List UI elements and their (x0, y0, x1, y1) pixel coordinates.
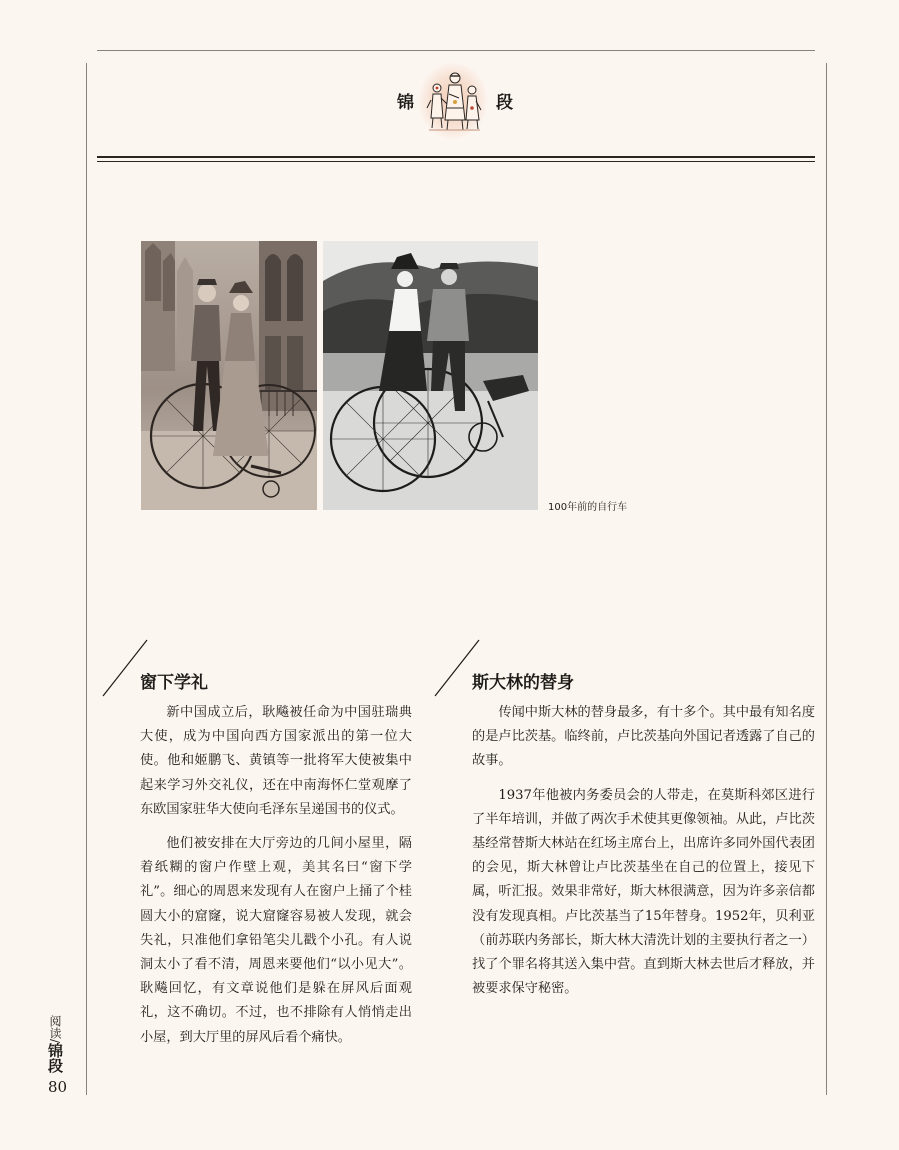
paragraph: 1937年他被内务委员会的人带走，在莫斯科郊区进行了半年培训，并做了两次手术使其更像领袖。从此，卢比茨基经常替斯大林站在红场主席台上，出席许多同外国代表团的会见，斯大林曾让卢比茨基坐在自己的位置上，接见下属，听汇报。效果非常好，斯大林很满意，因为许多亲信都没有发现真相。卢比茨基当了15年替身。1952年，贝利亚（前苏联内务部长，斯大林大清洗计划的主要执行者之一）找了个罪名将其送入集中营。直到斯大林去世后才释放，并被要求保守秘密。 (472, 787, 815, 997)
page-number: 80 (48, 1078, 68, 1096)
header-double-rule (97, 156, 815, 158)
section-title: 窗下学礼 (140, 673, 208, 693)
footer-magazine-name (46, 1015, 62, 1073)
scholars-figures-icon (425, 68, 483, 134)
paragraph: 他们被安排在大厅旁边的几间小屋里，隔着纸糊的窗户作壁上观，美其名曰“窗下学礼”。细心的周恩来发现有人在窗户上捅了个桂圆大小的窟窿，说大窟窿容易被人发现，就会失礼，只准他们拿铅笔尖儿戳个小孔。有人说洞太小了看不清，周恩来要他们“以小见大”。耿飚回忆，有文章说他们是躲在屏风后面观礼，这不确切。不过，也不排除有人悄悄走出小屋，到大厅里的屏风后看个痛快。 (140, 836, 412, 1045)
photo-caption: 100年前的自行车 (548, 502, 628, 513)
magazine-name: 阅读 (48, 1015, 62, 1039)
right-margin-rule (826, 63, 827, 1095)
header-left-char: 锦 (397, 93, 414, 113)
section-name: 锦段 (46, 1043, 64, 1074)
paragraph: 传闻中斯大林的替身最多，有十多个。其中最有知名度的是卢比茨基。临终前，卢比茨基向外国记者透露了自己的故事。 (472, 705, 815, 769)
paragraph: 新中国成立后，耿飚被任命为中国驻瑞典大使，成为中国向西方国家派出的第一位大使。他和姬鹏飞、黄镇等一批将军大使被集中起来学习外交礼仪，还在中南海怀仁堂观摩了东欧国家驻华大使向毛泽东呈递国书的仪式。 (140, 705, 412, 817)
top-rule (97, 50, 815, 51)
article-column-left (140, 701, 412, 1060)
header-right-char: 段 (496, 93, 513, 113)
section-title: 斯大林的替身 (472, 673, 574, 693)
photo-high-wheel-tricycle (141, 241, 317, 510)
left-margin-rule (86, 63, 87, 1095)
footer-separator: / (48, 1039, 62, 1044)
photo-tandem-tricycle (323, 241, 538, 510)
article-column-right (472, 701, 815, 1011)
header-double-rule-thin (97, 161, 815, 162)
